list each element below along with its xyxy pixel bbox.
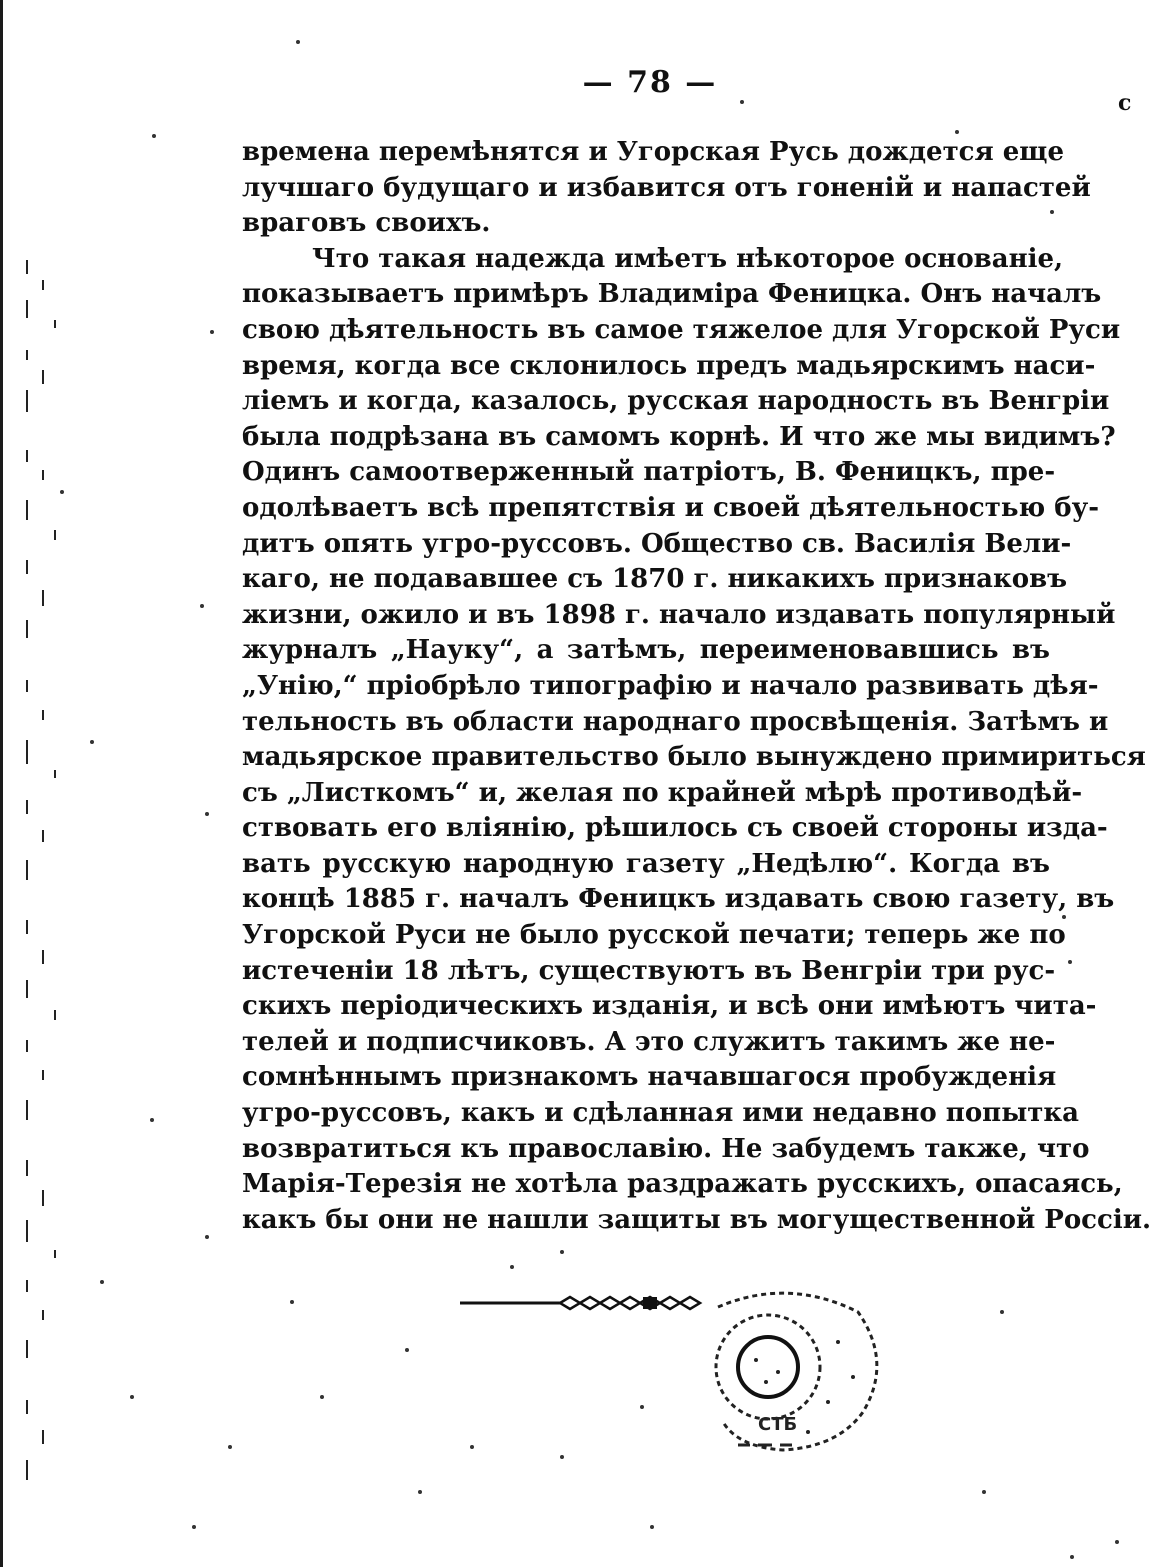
text-line: какъ бы они не нашли защиты въ могущественной Россіи. [242, 1204, 1151, 1235]
ornament-divider [455, 1288, 725, 1318]
text-line: скихъ періодическихъ изданія, и всѣ они имѣютъ чита- [242, 991, 1097, 1022]
paper-speck [560, 1455, 564, 1459]
text-line: журналъ „Науку“, а затѣмъ, переименовавшись въ [242, 635, 1050, 666]
paper-speck [955, 130, 959, 134]
text-line: истеченіи 18 лѣтъ, существуютъ въ Венгріи три рус- [242, 955, 1056, 986]
text-line: вать русскую народную газету „Недѣлю“. Когда въ [242, 848, 1050, 879]
paper-speck [205, 812, 209, 816]
paper-speck [740, 100, 744, 104]
text-line: лучшаго будущаго и избавится отъ гоненій и напастей [242, 172, 1091, 203]
text-line: каго, не подававшее съ 1870 г. никакихъ признаковъ [242, 564, 1068, 595]
text-line: ліемъ и когда, казалось, русская народность въ Венгріи [242, 386, 1110, 417]
text-line: враговъ своихъ. [242, 208, 491, 239]
paper-speck [205, 1235, 209, 1239]
paper-speck [150, 1118, 154, 1122]
stamp-text: СТБ [758, 1414, 798, 1435]
paper-speck [1068, 960, 1072, 964]
paper-speck [418, 1490, 422, 1494]
text-line: времена перемѣнятся и Угорская Русь дождется еще [242, 137, 1064, 167]
paper-speck [200, 604, 204, 608]
body-text [242, 135, 1151, 1238]
text-line: ствовать его вліянію, рѣшилось съ своей стороны изда- [242, 813, 1108, 844]
paper-speck [152, 134, 156, 138]
paper-speck [228, 1445, 232, 1449]
text-line: телей и подписчиковъ. А это служитъ такимъ же не- [242, 1026, 1056, 1057]
paper-speck [1000, 1310, 1004, 1314]
library-stamp [688, 1282, 888, 1462]
text-line: тельность въ области народнаго просвѣщенія. Затѣмъ и [242, 706, 1109, 737]
text-line: была подрѣзана въ самомъ корнѣ. И что же мы видимъ? [242, 421, 1116, 452]
paper-speck [510, 1265, 514, 1269]
paper-speck [60, 490, 64, 494]
text-line: одолѣваетъ всѣ препятствія и своей дѣятельностью бу- [242, 492, 1100, 523]
paper-speck [290, 1300, 294, 1304]
text-line: Угорской Руси не было русской печати; теперь же по [242, 920, 1066, 951]
paper-speck [560, 1250, 564, 1254]
text-line: дитъ опять угро-руссовъ. Общество св. Василія Вели- [242, 528, 1072, 559]
paper-speck [982, 1490, 986, 1494]
text-line: свою дѣятельность въ самое тяжелое для Угорской Руси [242, 314, 1121, 345]
paper-speck [640, 1405, 644, 1409]
page-number: — 78 — [582, 65, 718, 100]
paper-speck [1115, 1540, 1119, 1544]
text-line: Марія-Терезія не хотѣла раздражать русскихъ, опасаясь, [242, 1169, 1123, 1200]
text-line: Одинъ самоотверженный патріотъ, В. Феницкъ, пре- [242, 457, 1056, 488]
text-line: Что такая надежда имѣетъ нѣкоторое основаніе, [312, 243, 1064, 274]
text-line: показываетъ примѣръ Владиміра Феницка. Онъ началъ [242, 279, 1102, 310]
text-line: возвратиться къ православію. Не забудемъ также, что [242, 1133, 1090, 1164]
text-line: съ „Листкомъ“ и, желая по крайней мѣрѣ противодѣй- [242, 777, 1083, 808]
paper-speck [130, 1395, 134, 1399]
paper-speck [320, 1395, 324, 1399]
paper-speck [1050, 210, 1054, 214]
paper-speck [650, 1525, 654, 1529]
page-left-border [0, 0, 3, 1567]
corner-mark: с [1118, 90, 1132, 116]
paper-speck [90, 740, 94, 744]
text-line: сомнѣннымъ признакомъ начавшагося пробужденія [242, 1062, 1057, 1093]
text-line: жизни, ожило и въ 1898 г. начало издавать популярный [242, 599, 1116, 630]
paper-speck [405, 1348, 409, 1352]
paper-speck [1070, 1555, 1074, 1559]
paper-speck [210, 330, 214, 334]
text-line: время, когда все склонилось предъ мадьярскимъ наси- [242, 350, 1096, 381]
paper-speck [192, 1525, 196, 1529]
text-line: угро-руссовъ, какъ и сдѣланная ими недавно попытка [242, 1098, 1079, 1129]
text-line: мадьярское правительство было вынуждено примириться [242, 742, 1146, 773]
paper-speck [100, 1280, 104, 1284]
binding-dots-decoration [20, 260, 60, 1520]
text-line: концѣ 1885 г. началъ Феницкъ издавать свою газету, въ [242, 884, 1115, 915]
paper-speck [1062, 915, 1066, 919]
paper-speck [470, 1445, 474, 1449]
text-line: „Унію,“ пріобрѣло типографію и начало развивать дѣя- [242, 670, 1099, 701]
paper-speck [296, 40, 300, 44]
